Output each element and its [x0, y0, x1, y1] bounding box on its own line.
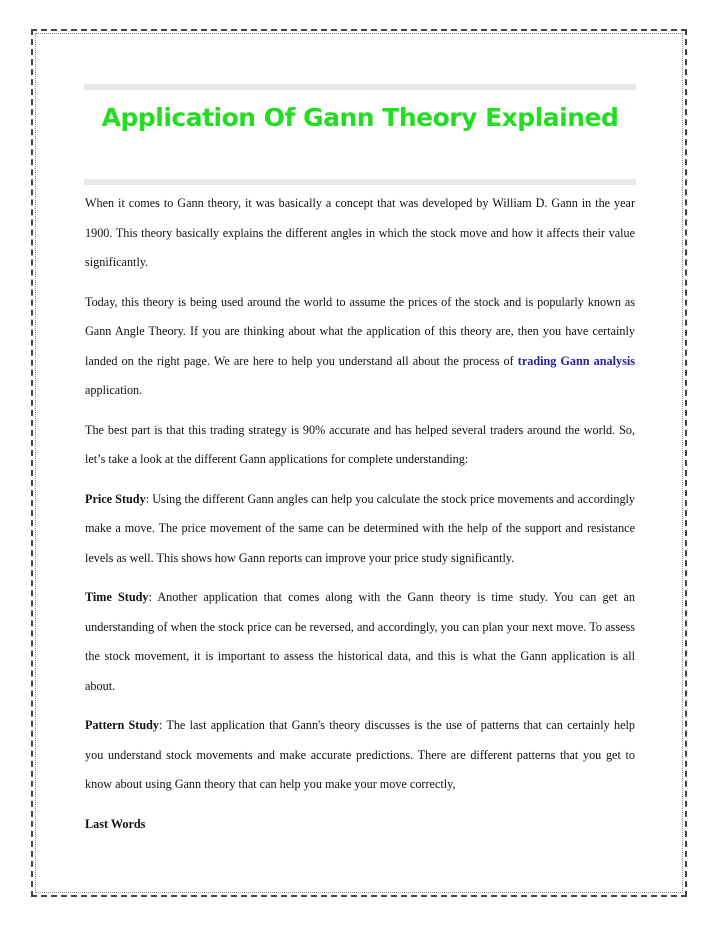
gann-angle-text-end: application.	[85, 383, 143, 397]
time-study-paragraph	[85, 583, 635, 701]
price-study-term: Price Study	[85, 491, 146, 506]
title-top-rule	[84, 84, 636, 90]
price-study-text: : Using the different Gann angles can help you calculate the stock price movements and accordingly make a move. The price movement of the same can be determined with the help of the support and resistance levels as well. This shows how Gann reports can improve your price study significantly.	[85, 491, 636, 565]
price-study-paragraph	[85, 485, 635, 574]
pattern-study-term: Pattern Study	[85, 718, 159, 732]
gann-angle-paragraph	[85, 288, 635, 406]
title-bottom-rule	[84, 179, 636, 185]
trading-gann-analysis-link[interactable]: trading Gann analysis	[517, 353, 635, 368]
time-study-term: Time Study	[85, 590, 149, 604]
time-study-text: : Another application that comes along with the Gann theory is time study. You can get an understanding of when the stock price can be reversed, and accordingly, you can plan your next move. To assess the stock movement, it is important to assess the historical data, and this is what the Gann application is all about.	[85, 590, 636, 693]
article-body	[85, 189, 635, 849]
pattern-study-text: : The last application that Gann's theory discusses is the use of patterns that can certainly help you understand stock movements and make accurate predictions. There are different patterns that you get to know about using Gann theory that can help you make your move correctly,	[85, 718, 635, 791]
intro-paragraph: When it comes to Gann theory, it was basically a concept that was developed by William D. Gann in the year 1900. This theory basically explains the different angles in which the stock move and how it affects their value significantly.	[85, 196, 635, 269]
page-title: Application Of Gann Theory Explained	[101, 103, 619, 132]
pattern-study-paragraph	[85, 711, 635, 800]
gann-angle-text: Today, this theory is being used around the world to assume the prices of the stock and is popularly known as Gann Angle Theory. If you are thinking about what the application of this theory are, then you have certainly landed on the right page. We are here to help you understand all about the process of	[85, 294, 635, 368]
last-words-heading: Last Words	[85, 816, 146, 831]
accuracy-paragraph: The best part is that this trading strategy is 90% accurate and has helped several traders around the world. So, let’s take a look at the different Gann applications for complete understanding:	[85, 422, 635, 466]
